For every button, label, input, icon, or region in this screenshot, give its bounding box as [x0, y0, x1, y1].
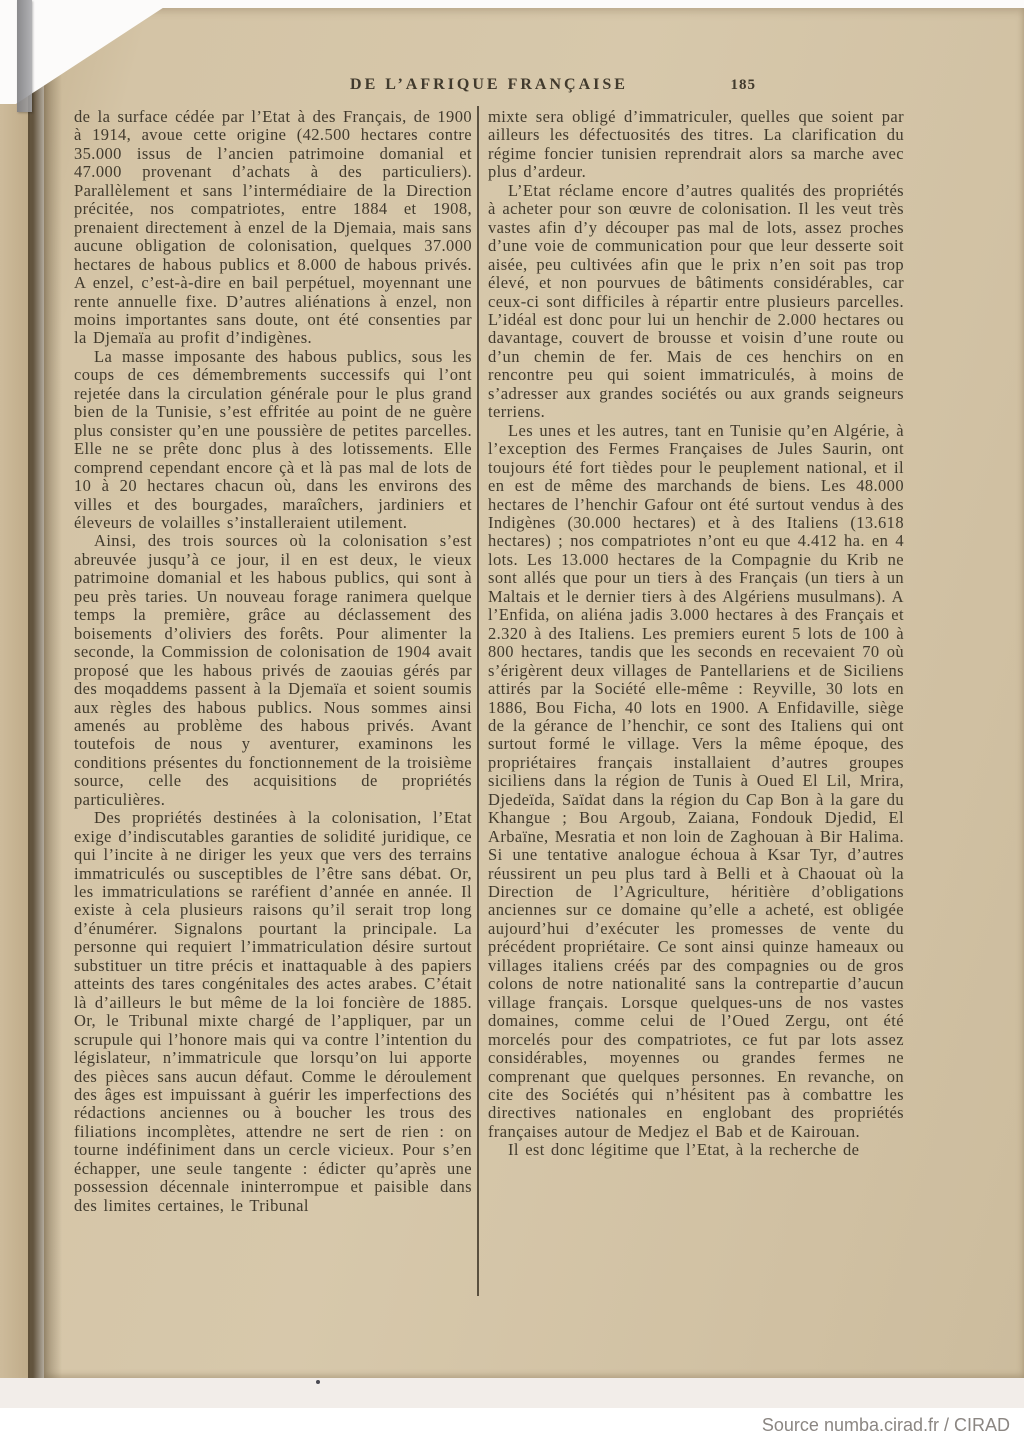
bookmark-ribbon [17, 0, 32, 112]
left-text-column [74, 108, 472, 1215]
paragraph: Des propriétés destinées à la colonisation, l’Etat exige d’indiscutables garanties de solidité juridique, ce qui l’incite à ne diriger les yeux que vers des terrains immatriculés ou susceptibles de l’être sans débat. Or, les immatriculations se raréfient d’année en année. Il existe à cela plusieurs raisons qu’il serait trop long d’énumérer. Signalons pourtant la principale. La personne qui requiert l’immatriculation désire surtout substituer un titre précis et inattaquable à des papiers atteints des tares congénitales des actes arabes. C’était là d’ailleurs le but même de la loi foncière de 1885. Or, le Tribunal mixte chargé de l’appliquer, par un scrupule qui l’honore mais qui va contre l’intention du législateur, n’immatricule que lorsqu’on lui apporte des pièces sans aucun défaut. Comme le déroulement des âges est impuissant à guérir les imperfections des rédactions anciennes ou à boucher les trous des filiations incomplètes, attendre ne sert de rien : on tourne indéfiniment dans un cercle vicieux. Pour s’en échapper, une seule tangente : édicter qu’après une possession décennale ininterrompue et paisible dans des limites certaines, le Tribunal [74, 808, 472, 1215]
paragraph: Ainsi, des trois sources où la colonisation s’est abreuvée jusqu’à ce jour, il en est deux, le vieux patrimoine domanial et les habous publics, qui sont à peu près taries. Un nouveau forage ranimera quelque temps la première, grâce au déclassement des boisements d’oliviers des forêts. Pour alimenter la seconde, la Commission de colonisation de 1904 avait proposé que les habous privés de zaouias gérés par des moqaddems passent à la Djemaïa et soient soumis aux règles des habous publics. Nous sommes ainsi amenés au problème des habous privés. Avant toutefois de nous y aventurer, examinons les conditions présentes du fonctionnement de la troisième source, celle des acquisitions de propriétés particulières. [74, 531, 472, 809]
paragraph: L’Etat réclame encore d’autres qualités des propriétés à acheter pour son œuvre de colonisation. Il les veut très vastes afin d’y découper pas mal de lots, assez proches d’une voie de communication pour que leur desserte soit aisée, peu cultivées afin que le prix n’en soit pas trop élevé, et non pourvues de bâtiments considérables, car ceux-ci sont difficiles à répartir entre plusieurs parcelles. L’idéal est donc pour lui un henchir de 2.000 hectares ou davantage, couvert de brousse et voisin d’une route ou d’un chemin de fer. Mais de ces henchirs on en rencontre peu qui soient immatriculés, à moins de s’adresser aux grandes sociétés ou aux grands seigneurs terriens. [488, 180, 904, 422]
book-spine-shadow [28, 50, 62, 1378]
paragraph: Il est donc légitime que l’Etat, à la recherche de [508, 1140, 860, 1160]
right-text-column [488, 108, 904, 1160]
dust-speck [316, 1380, 320, 1384]
book-pages-edge [0, 46, 30, 1378]
page-number: 185 [730, 77, 756, 93]
paragraph: La masse imposante des habous publics, sous les coups de ces démembrements successifs qui l’ont rejetée dans la circulation générale pour le plus grand bien de la Tunisie, s’est effritée au point de ne guère plus consister qu’en une poussière de petites parcelles. Elle ne se prête donc plus à des lotissements. Elle comprend cependant encore çà et là pas mal de lots de 10 à 20 hectares chacun où, dans les environs des villes et des bourgades, maraîchers, jardiniers et éleveurs de volailles s’installeraient utilement. [74, 346, 472, 532]
source-attribution-text: Source numba.cirad.fr / CIRAD [761, 1414, 1010, 1435]
paragraph: Les unes et les autres, tant en Tunisie qu’en Algérie, à l’exception des Fermes Françaises de Jules Saurin, ont toujours été fort tièdes pour le peuplement national, et il en est de même des marchands de biens. Les 48.000 hectares de l’henchir Gafour ont été surtout vendus à des Indigènes (30.000 hectares) et à des Italiens (13.618 hectares) ; nos compatriotes n’ont eu que 4.412 ha. en 4 lots. Les 13.000 hectares de la Compagnie du Krib ne sont allés que pour un tiers à des Français (un tiers à un Maltais et le dernier tiers à des Algériens musulmans). A l’Enfida, on aliéna jadis 3.000 hectares à des Français et 2.320 à des Italiens. Les premiers eurent 5 lots de 100 à 800 hectares, tandis que les seconds en recevaient 70 où s’érigèrent deux villages de Pantellariens et de Siciliens attirés par la Société elle-même : Reyville, 30 lots en 1886, Bou Ficha, 40 lots en 1900. A Enfidaville, siège de la gérance de l’henchir, ce sont des Italiens qui ont surtout formé le village. Vers la même époque, des propriétaires français installaient d’autres groupes siciliens dans la région de Tunis à Oued El Lil, Mrira, Djedeïda, Saïdat dans la région du Cap Bon à la gare du Khangue ; Bou Argoub, Zaiana, Fondouk Djedid, El Arbaïne, Mesratia et non loin de Zaghouan à Bir Halima. Si une tentative analogue échoua à Ksar Tyr, d’autres réussirent un peu plus tard à Belli et à Chaouat où la Direction de l’Agriculture, héritière d’obligations anciennes sur ce domaine qu’elle a acheté, est obligée aujourd’hui d’exécuter les promesses de vente du précédent propriétaire. Ce sont ainsi quinze hameaux ou villages italiens créés par des compagnies ou de gros colons de notre nationalité sans la contrepartie d’aucun village français. Lorsque quelques-uns de nos vastes domaines, comme celui de l’Oued Zergu, ont été morcelés pour des compatriotes, ce fut par lots assez considérables, moyennes ou grandes fermes ne comprenant que quelques personnes. En revanche, on cite des Sociétés qui n’hésitent pas à combattre les directives nationales en englobant des propriétés françaises autour de Medjez el Bab et de Kairouan. [488, 420, 904, 1141]
paragraph: de la surface cédée par l’Etat à des Français, de 1900 à 1914, avoue cette origine (42.500 hectares contre 35.000 issus de l’ancien patrimoine domanial et 47.000 provenant d’achats à des particuliers). Parallèlement et sans l’intermédiaire de la Direction précitée, nos compatriotes, entre 1884 et 1908, prenaient directement à enzel de la Djemaia, mais sans aucune obligation de colonisation, quelques 37.000 hectares de habous publics et 8.000 de habous privés. A enzel, c’est-à-dire en bail perpétuel, moyennant une rente annuelle fixe. D’autres aliénations à enzel, non moins importantes sans doute, ont été consenties par la Djemaïa au profit d’indigènes. [74, 107, 472, 348]
source-attribution-bar [0, 1408, 1024, 1442]
journal-running-title: DE L’AFRIQUE FRANÇAISE [350, 76, 628, 93]
scan-bottom-margin [0, 1378, 1024, 1408]
page-header [74, 76, 904, 102]
paragraph: mixte sera obligé d’immatriculer, quelles que soient par ailleurs les défectuosités des titres. La clarification du régime foncier tunisien reprendrait alors sa marche avec plus d’ardeur. [488, 107, 904, 182]
column-divider-rule [477, 106, 479, 1296]
journal-page [44, 8, 1024, 1378]
